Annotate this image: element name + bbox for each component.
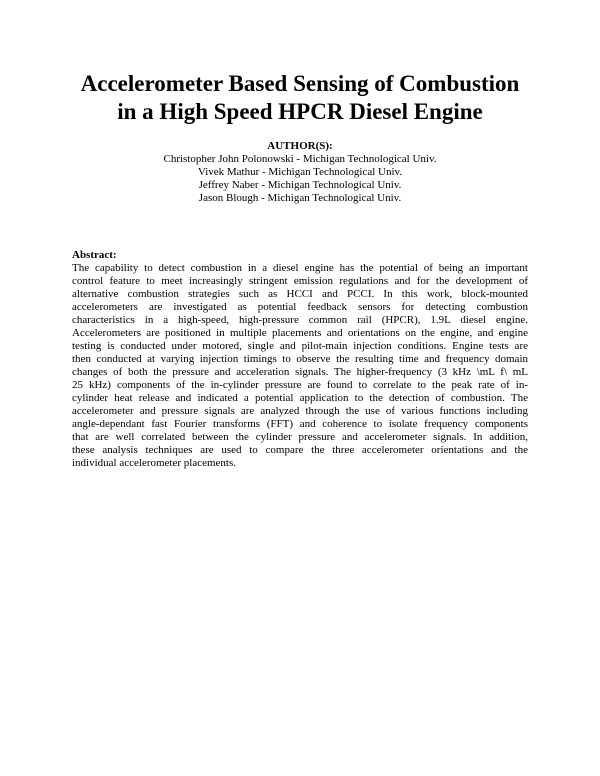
abstract-line: changes of both the pressure and acceleration signals. The higher-frequency (3 kHz \mL f\ mL bbox=[72, 366, 528, 378]
abstract-line: 25 kHz) components of the in-cylinder pressure are found to correlate to the peak rate of in- bbox=[72, 379, 528, 391]
abstract-line: that are well correlated between the cylinder pressure and accelerometer signals. In addition, bbox=[72, 431, 528, 443]
abstract-line: accelerometers are investigated as potential feedback sensors for detecting combustion bbox=[72, 301, 528, 313]
paper-title-line-1: Accelerometer Based Sensing of Combustion bbox=[80, 71, 520, 96]
abstract-line: Accelerometers are positioned in multiple placements and orientations on the engine, and engine bbox=[72, 327, 528, 339]
abstract-line: individual accelerometer placements. bbox=[72, 457, 237, 469]
abstract-line: cylinder heat release and indicated a potential application to the detection of combustion. The bbox=[72, 392, 528, 404]
abstract-line: accelerometer and pressure signals are analyzed through the use of various functions including bbox=[72, 405, 528, 417]
author-entry: Jeffrey Naber - Michigan Technological Univ. bbox=[198, 179, 402, 191]
paper-title-line-2: in a High Speed HPCR Diesel Engine bbox=[117, 99, 483, 124]
abstract-line: then conducted at varying injection timings to observe the resulting time and frequency domain bbox=[72, 353, 528, 365]
abstract-line: these analysis techniques are used to compare the three accelerometer orientations and the bbox=[72, 444, 528, 456]
author-entry: Christopher John Polonowski - Michigan Technological Univ. bbox=[163, 153, 437, 165]
abstract-line: angle-dependant fast Fourier transforms (FFT) and coherence to isolate frequency components bbox=[72, 418, 528, 430]
abstract-line: The capability to detect combustion in a diesel engine has the potential of being an important bbox=[72, 262, 528, 274]
author-list bbox=[0, 153, 600, 205]
abstract-line: control feature to meet increasingly stringent emission regulations and for the development of bbox=[72, 275, 528, 287]
abstract-heading: Abstract: bbox=[72, 249, 117, 261]
paper-title bbox=[60, 70, 540, 126]
abstract-line: characteristics in a high-speed, high-pressure common rail (HPCR), 1.9L diesel engine. bbox=[72, 314, 528, 326]
authors-heading: AUTHOR(S): bbox=[267, 140, 333, 152]
abstract-body bbox=[72, 262, 528, 470]
abstract-line: testing is conducted under motored, single and pilot-main injection conditions. Engine tests are bbox=[72, 340, 528, 352]
author-entry: Vivek Mathur - Michigan Technological Univ. bbox=[197, 166, 403, 178]
abstract-line: alternative combustion strategies such as HCCI and PCCI. In this work, block-mounted bbox=[72, 288, 528, 300]
author-entry: Jason Blough - Michigan Technological Univ. bbox=[198, 192, 402, 204]
